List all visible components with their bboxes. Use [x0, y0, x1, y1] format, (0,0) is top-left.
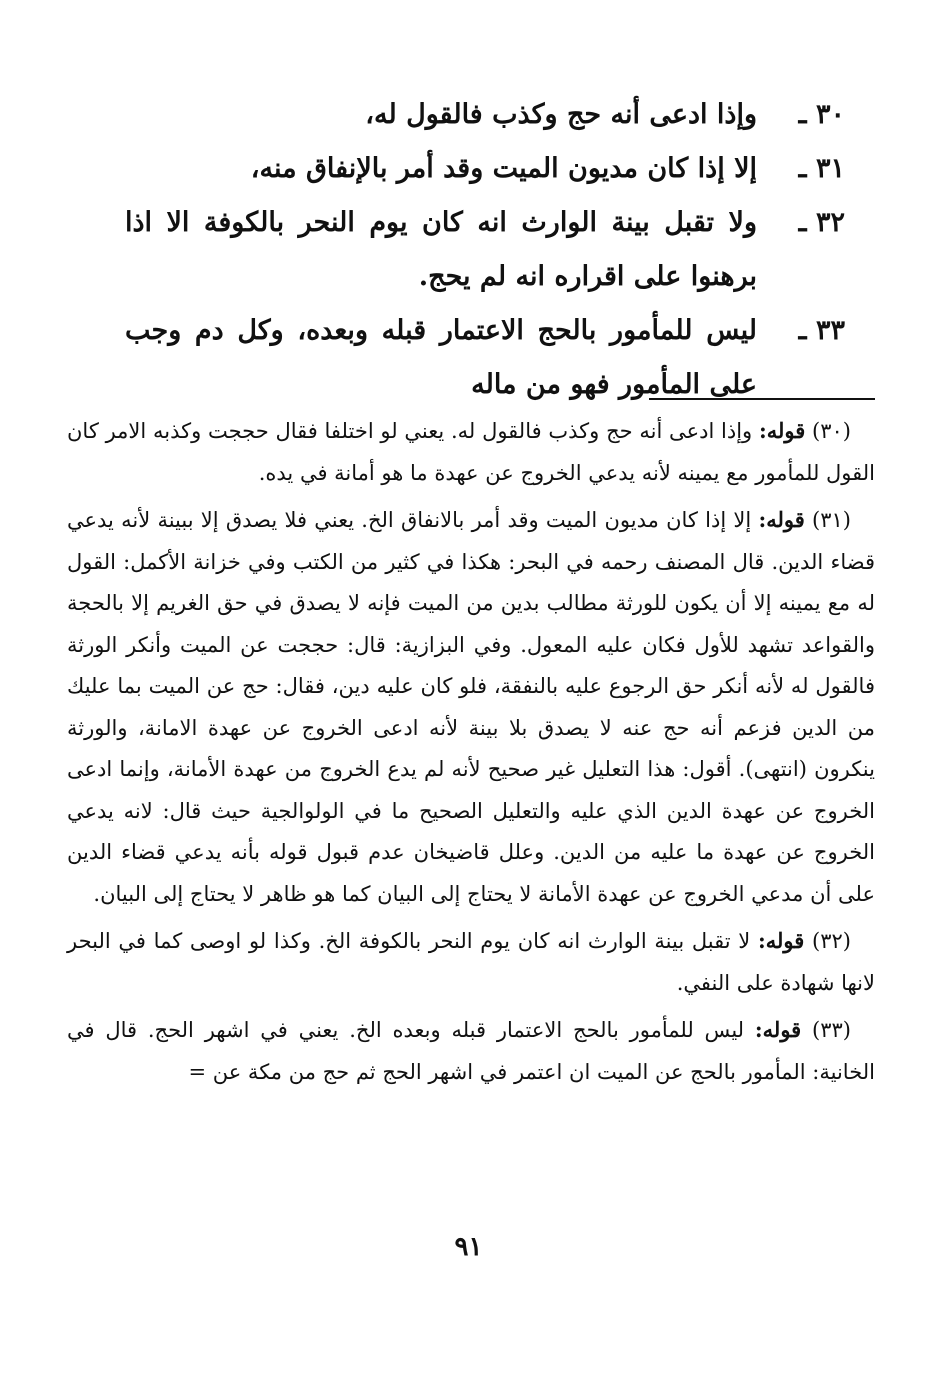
matn-number: ٣٣ ـ: [798, 315, 845, 346]
note-text: إلا إذا كان مديون الميت وقد أمر بالانفاق الخ. يعني فلا يصدق إلا ببينة لأنه يدعي قضاء الدين. قال المصنف رحمه في البحر: هكذا في كثير من الكتب وفي خزانة الأكمل: القول له مع يمينه إلا أن يكون للورثة مطالب بدين من الميت فإنه لا يصدق في حق الغريم إلا بالحجة والقواعد تشهد للأول فكان عليه المعول. وفي البزازية: قال: حججت عن الميت وأنكر الورثة فالقول له لأنه أنكر حق الرجوع عليه بالنفقة، فلو كان عليه دين، فقال: حج عن الميت بما عليك من الدين فزعم أنه حج عنه لا يصدق بلا بينة لأنه ادعى الخروج عن عهدة الامانة، والورثة ينكرون (انتهى). أقول: هذا التعليل غير صحيح لأنه لم يدع الخروج من عهدة الأمانة، وإنما ادعى الخروج عن عهدة الدين الذي عليه والتعليل الصحيح ما في الولوالجية حيث قال: لانه يدعي الخروج عن عهدة ما عليه من الدين. وعلل قاضيخان عدم قبول قوله بأنه يدعي قضاء الدين على أن مدعي الخروج عن عهدة الأمانة لا يحتاج إلى البيان كما هو ظاهر لا يحتاج إلى البيان.: [67, 508, 875, 906]
commentary: [67, 410, 875, 1098]
note-text: ليس للمأمور بالحج الاعتمار قبله وبعده الخ. يعني في اشهر الحج. قال في الخانية: المأمور بالحج عن الميت ان اعتمر في اشهر الحج ثم حج من مكة عن =: [67, 1018, 875, 1084]
matn-item-31: [125, 142, 845, 196]
main-text: [125, 88, 845, 412]
note-number: (٣٠): [812, 419, 851, 443]
matn-number: ٣٢ ـ: [798, 207, 845, 238]
page-number: ٩١: [454, 1232, 483, 1262]
note-lead: قوله:: [754, 1017, 802, 1042]
commentary-note-31: [67, 499, 875, 915]
matn-text: وإذا ادعى أنه حج وكذب فالقول له،: [365, 99, 757, 130]
commentary-note-33: [67, 1009, 875, 1093]
note-number: (٣٣): [812, 1018, 851, 1042]
note-lead: قوله:: [758, 418, 806, 443]
commentary-note-30: [67, 410, 875, 494]
note-text: لا تقبل بينة الوارث انه كان يوم النحر بالكوفة الخ. وكذا لو اوصى كما في البحر لانها شهادة على النفي.: [67, 929, 875, 995]
note-number: (٣١): [812, 508, 851, 532]
note-lead: قوله:: [758, 928, 805, 953]
commentary-note-32: [67, 920, 875, 1004]
matn-text: إلا إذا كان مديون الميت وقد أمر بالإنفاق منه،: [250, 153, 757, 184]
note-number: (٣٢): [812, 929, 851, 953]
matn-item-32: [125, 196, 845, 304]
matn-item-30: [125, 88, 845, 142]
matn-number: ٣٠ ـ: [798, 99, 845, 130]
note-text: وإذا ادعى أنه حج وكذب فالقول له. يعني لو اختلفا فقال حججت وكذبه الامر كان القول للمأمور مع يمينه لأنه يدعي الخروج عن عهدة ما هو أمانة في يده.: [67, 419, 875, 485]
footnote-separator: [649, 398, 875, 400]
matn-text: ليس للمأمور بالحج الاعتمار قبله وبعده، وكل دم وجب على المأمور فهو من ماله: [125, 315, 757, 400]
matn-text: ولا تقبل بينة الوارث انه كان يوم النحر بالكوفة الا اذا برهنوا على اقراره انه لم يحج.: [125, 207, 757, 292]
note-lead: قوله:: [758, 507, 805, 532]
matn-item-33: [125, 304, 845, 412]
matn-number: ٣١ ـ: [798, 153, 845, 184]
